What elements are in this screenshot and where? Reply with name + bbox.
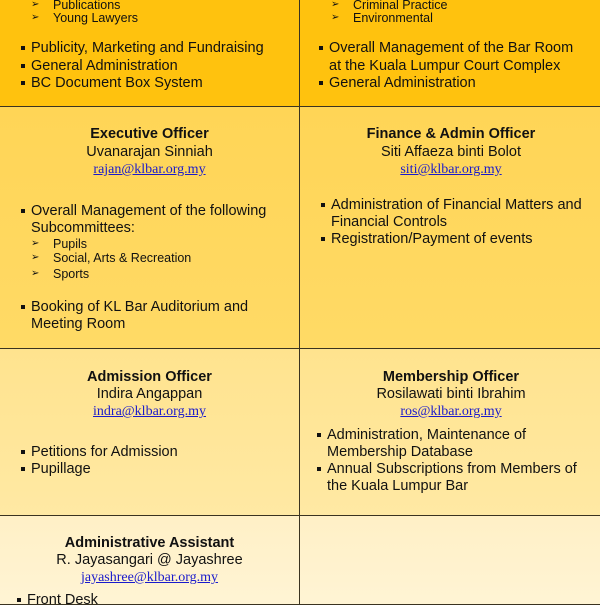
email-link[interactable]: rajan@klbar.org.my: [93, 162, 206, 177]
bullet: Administration of Financial Matters and: [331, 197, 582, 213]
role-title: Executive Officer: [90, 126, 209, 142]
role-title: Admission Officer: [87, 369, 212, 385]
bullet: Registration/Payment of events: [331, 231, 533, 247]
bullet: Administration, Maintenance of: [327, 427, 527, 443]
staff-name: Rosilawati binti Ibrahim: [376, 386, 526, 402]
staff-name: Indira Angappan: [96, 386, 203, 402]
cell-row1-right: [299, 0, 600, 108]
bullet-continuation: Meeting Room: [31, 316, 126, 332]
email-link[interactable]: siti@klbar.org.my: [400, 162, 502, 177]
cell-administrative-assistant: [0, 515, 301, 605]
email-link[interactable]: jayashree@klbar.org.my: [80, 570, 219, 585]
staff-name: Uvanarajan Sinniah: [86, 144, 213, 160]
staff-name: Siti Affaeza binti Bolot: [381, 144, 521, 160]
cell-finance-officer: [299, 106, 600, 351]
bullet: Overall Management of the Bar Room: [329, 40, 574, 56]
subitem: ➢ Criminal Practice: [353, 0, 447, 14]
subitem: ➢ Young Lawyers: [53, 9, 138, 27]
bullet: Pupillage: [31, 461, 91, 477]
bullet: General Administration: [31, 58, 178, 74]
role-title: Finance & Admin Officer: [366, 126, 536, 142]
bullet-continuation: Subcommittees:: [31, 220, 135, 236]
subitem: ➢ Sports: [53, 265, 89, 283]
email-link[interactable]: indra@klbar.org.my: [93, 404, 206, 419]
bullet: BC Document Box System: [31, 75, 203, 91]
cell-row1-left: [0, 0, 301, 108]
bullet: Booking of KL Bar Auditorium and: [31, 299, 249, 315]
staff-name: R. Jayasangari @ Jayashree: [56, 552, 243, 568]
subitem: ➢ Publications: [53, 0, 120, 14]
subitem: ➢ Environmental: [353, 9, 433, 27]
cell-executive-officer: [0, 106, 301, 351]
email-link[interactable]: ros@klbar.org.my: [400, 404, 502, 419]
cell-empty: [299, 515, 600, 605]
role-title: Administrative Assistant: [64, 535, 235, 551]
bullet-continuation: the Kuala Lumpur Bar: [327, 478, 469, 494]
bullet-continuation: at the Kuala Lumpur Court Complex: [329, 58, 561, 74]
role-title: Membership Officer: [382, 369, 520, 385]
bullet-continuation: Membership Database: [327, 444, 473, 460]
bullet: Publicity, Marketing and Fundraising: [31, 40, 264, 56]
bullet: Overall Management of the following: [31, 203, 267, 219]
subitem: ➢ Social, Arts & Recreation: [53, 249, 191, 267]
bullet: General Administration: [329, 75, 476, 91]
cell-admission-officer: [0, 348, 301, 518]
bullet: Front Desk: [27, 591, 98, 605]
bullet: Petitions for Admission: [31, 444, 178, 460]
bullet-continuation: Financial Controls: [331, 214, 448, 230]
subitem: ➢ Pupils: [53, 235, 87, 253]
bullet: Annual Subscriptions from Members of: [327, 461, 577, 477]
cell-membership-officer: [299, 348, 600, 518]
